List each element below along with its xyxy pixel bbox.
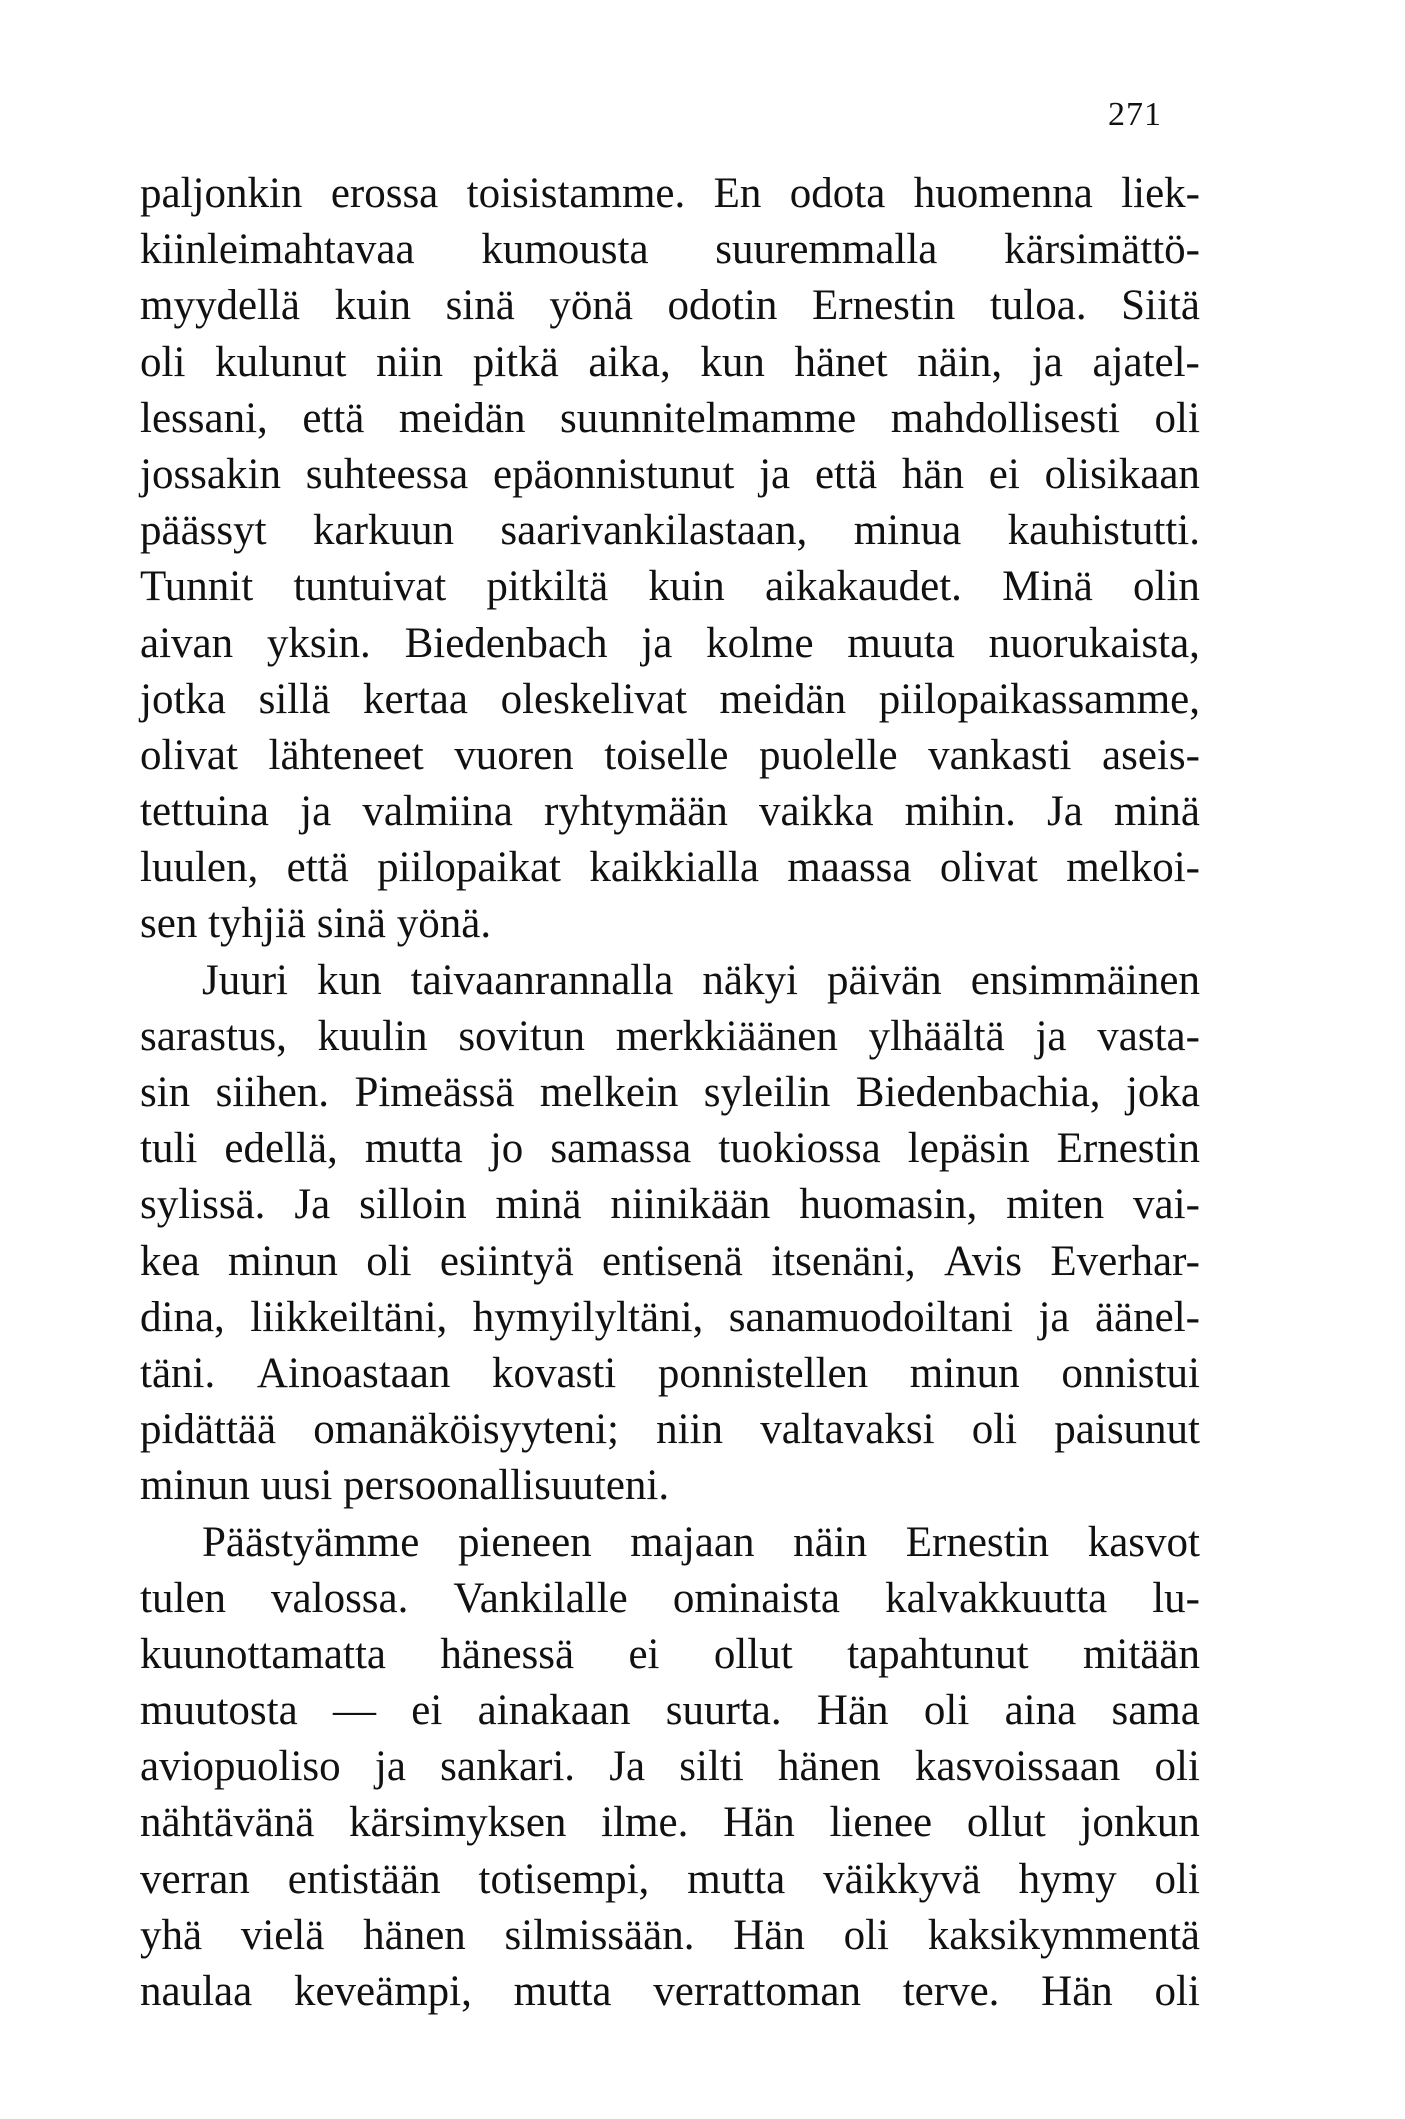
text-line: päässyt karkuun saarivankilastaan, minua kauhistutti. [140,507,1200,555]
text-line: pidättää omanäköisyyteni; niin valtavaksi oli paisunut [140,1406,1200,1454]
page-number: 271 [1108,96,1162,133]
text-line: myydellä kuin sinä yönä odotin Ernestin tuloa. Siitä [140,282,1200,330]
text-line: Juuri kun taivaanrannalla näkyi päivän ensimmäinen [202,956,1200,1004]
text-line: tuli edellä, mutta jo samassa tuokiossa lepäsin Ernestin [140,1125,1200,1173]
text-line: Tunnit tuntuivat pitkiltä kuin aikakaudet. Minä olin [140,563,1200,611]
text-line: kuunottamatta hänessä ei ollut tapahtunut mitään [140,1630,1200,1678]
text-line: kea minun oli esiintyä entisenä itsenäni, Avis Everhar- [140,1237,1200,1285]
text-line: Päästyämme pieneen majaan näin Ernestin kasvot [202,1518,1200,1566]
text-line: naulaa keveämpi, mutta verrattoman terve. Hän oli [140,1968,1200,2015]
text-line: sylissä. Ja silloin minä niinikään huomasin, miten vai- [140,1181,1200,1229]
text-line: paljonkin erossa toisistamme. En odota huomenna liek- [140,170,1200,217]
text-line: luulen, että piilopaikat kaikkialla maassa olivat melkoi- [140,844,1200,892]
text-line: sen tyhjiä sinä yönä. [140,900,492,948]
text-line: dina, liikkeiltäni, hymyilyltäni, sanamuodoiltani ja äänel- [140,1293,1200,1341]
text-line: verran entistään totisempi, mutta väikkyvä hymy oli [140,1855,1200,1903]
text-line: täni. Ainoastaan kovasti ponnistellen minun onnistui [140,1349,1200,1397]
text-line: oli kulunut niin pitkä aika, kun hänet näin, ja ajatel- [140,338,1200,386]
text-line: sin siihen. Pimeässä melkein syleilin Biedenbachia, joka [140,1069,1200,1116]
text-line: kiinleimahtavaa kumousta suuremmalla kärsimättö- [140,226,1200,274]
text-line: aviopuoliso ja sankari. Ja silti hänen kasvoissaan oli [140,1743,1200,1791]
text-line: olivat lähteneet vuoren toiselle puolelle vankasti aseis- [140,731,1200,779]
text-line: yhä vielä hänen silmissään. Hän oli kaksikymmentä [140,1911,1200,1959]
text-line: jotka sillä kertaa oleskelivat meidän piilopaikassamme, [140,675,1200,723]
text-line: sarastus, kuulin sovitun merkkiäänen ylhäältä ja vasta- [140,1012,1200,1060]
text-line: aivan yksin. Biedenbach ja kolme muuta nuorukaista, [140,619,1200,667]
text-line: tulen valossa. Vankilalle ominaista kalvakkuutta lu- [140,1574,1200,1622]
text-line: muutosta — ei ainakaan suurta. Hän oli aina sama [140,1687,1200,1735]
text-line: lessani, että meidän suunnitelmamme mahdollisesti oli [140,394,1200,442]
text-line: minun uusi persoonallisuuteni. [140,1462,670,1510]
text-line: nähtävänä kärsimyksen ilme. Hän lienee ollut jonkun [140,1799,1200,1847]
text-line: tettuina ja valmiina ryhtymään vaikka mihin. Ja minä [140,788,1200,836]
text-line: jossakin suhteessa epäonnistunut ja että hän ei olisikaan [140,450,1200,498]
body-text [140,166,1200,2020]
